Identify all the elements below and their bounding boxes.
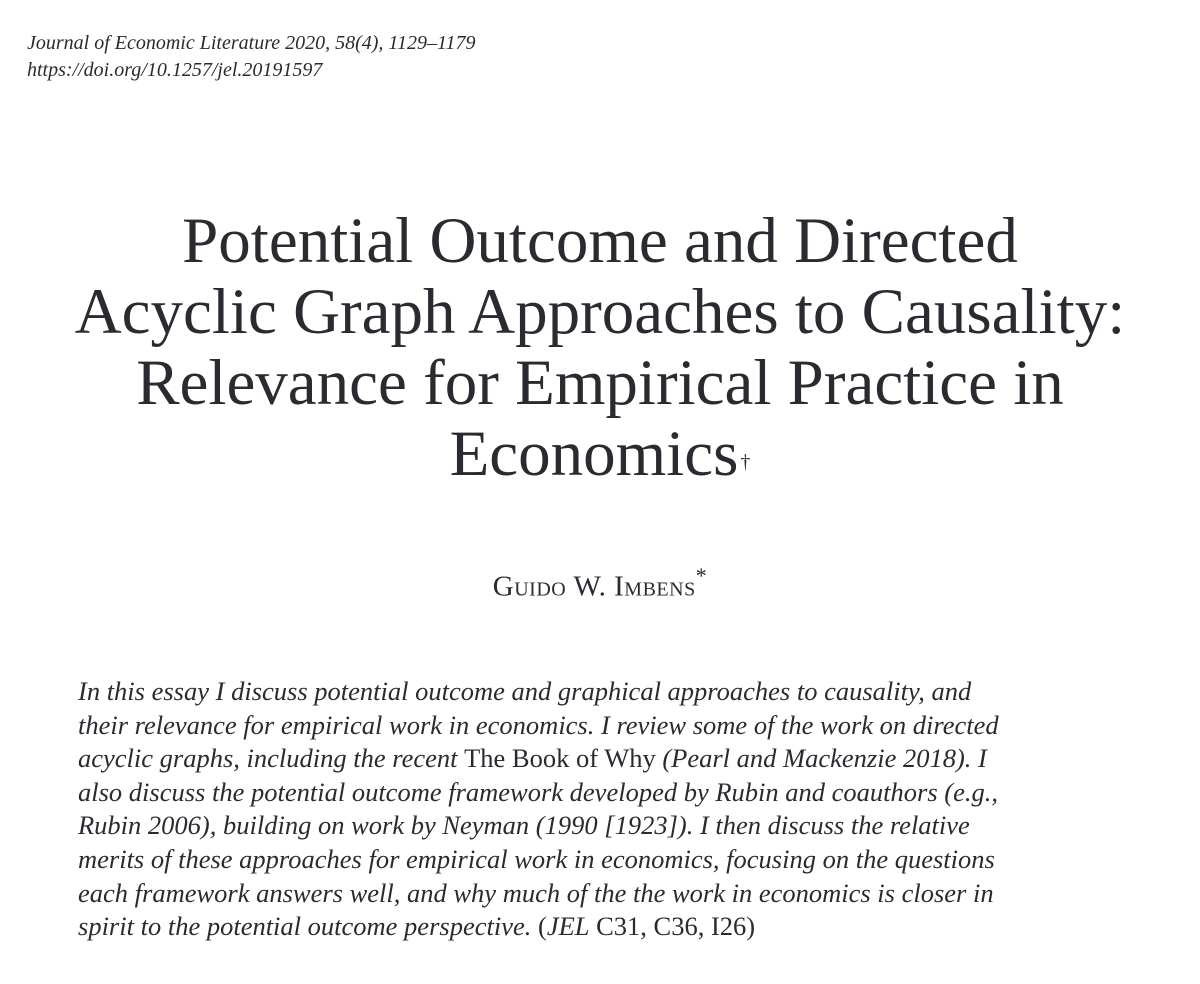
jel-label: JEL [546, 911, 590, 942]
title-line-2: Acyclic Graph Approaches to Causality: [74, 276, 1126, 348]
book-title: The Book of Why [464, 743, 656, 774]
abstract-line [78, 910, 1138, 944]
abstract-line: also discuss the potential outcome framework developed by Rubin and coauthors (e.g., [78, 776, 998, 807]
title-line-3: Relevance for Empirical Practice in [136, 347, 1064, 419]
journal-line: Journal of Economic Literature 2020, 58(4), 1129–1179 [27, 32, 476, 54]
abstract-line: their relevance for empirical work in economics. I review some of the work on directed [78, 709, 999, 740]
jel-paren: ( [537, 911, 547, 942]
abstract-text: acyclic graphs, including the recent [78, 743, 465, 774]
title-line-1: Potential Outcome and Directed [182, 205, 1018, 277]
abstract-line: each framework answers well, and why much of the the work in economics is closer in [78, 877, 994, 908]
abstract-line [78, 742, 1138, 776]
abstract-line: In this essay I discuss potential outcome and graphical approaches to causality, and [78, 676, 972, 706]
journal-citation [27, 30, 475, 84]
author-footnote-mark: * [695, 563, 708, 588]
author-name: Guido W. Imbens [492, 570, 696, 603]
abstract-text: spirit to the potential outcome perspective. [78, 911, 538, 942]
author-byline [0, 560, 1200, 605]
doi-line: https://doi.org/10.1257/jel.20191597 [27, 59, 323, 81]
abstract-line: merits of these approaches for empirical work in economics, focusing on the questions [78, 843, 995, 874]
abstract-line: Rubin 2006), building on work by Neyman (1990 [1923]). I then discuss the relative [78, 810, 970, 841]
title-line-4-text: Economics [449, 418, 739, 490]
abstract-text: (Pearl and Mackenzie 2018). I [655, 743, 987, 774]
article-title [0, 206, 1200, 490]
title-line-4 [0, 419, 1200, 490]
title-footnote-mark: † [740, 451, 751, 473]
abstract [78, 675, 1138, 944]
jel-codes: C31, C36, I26) [589, 911, 756, 942]
